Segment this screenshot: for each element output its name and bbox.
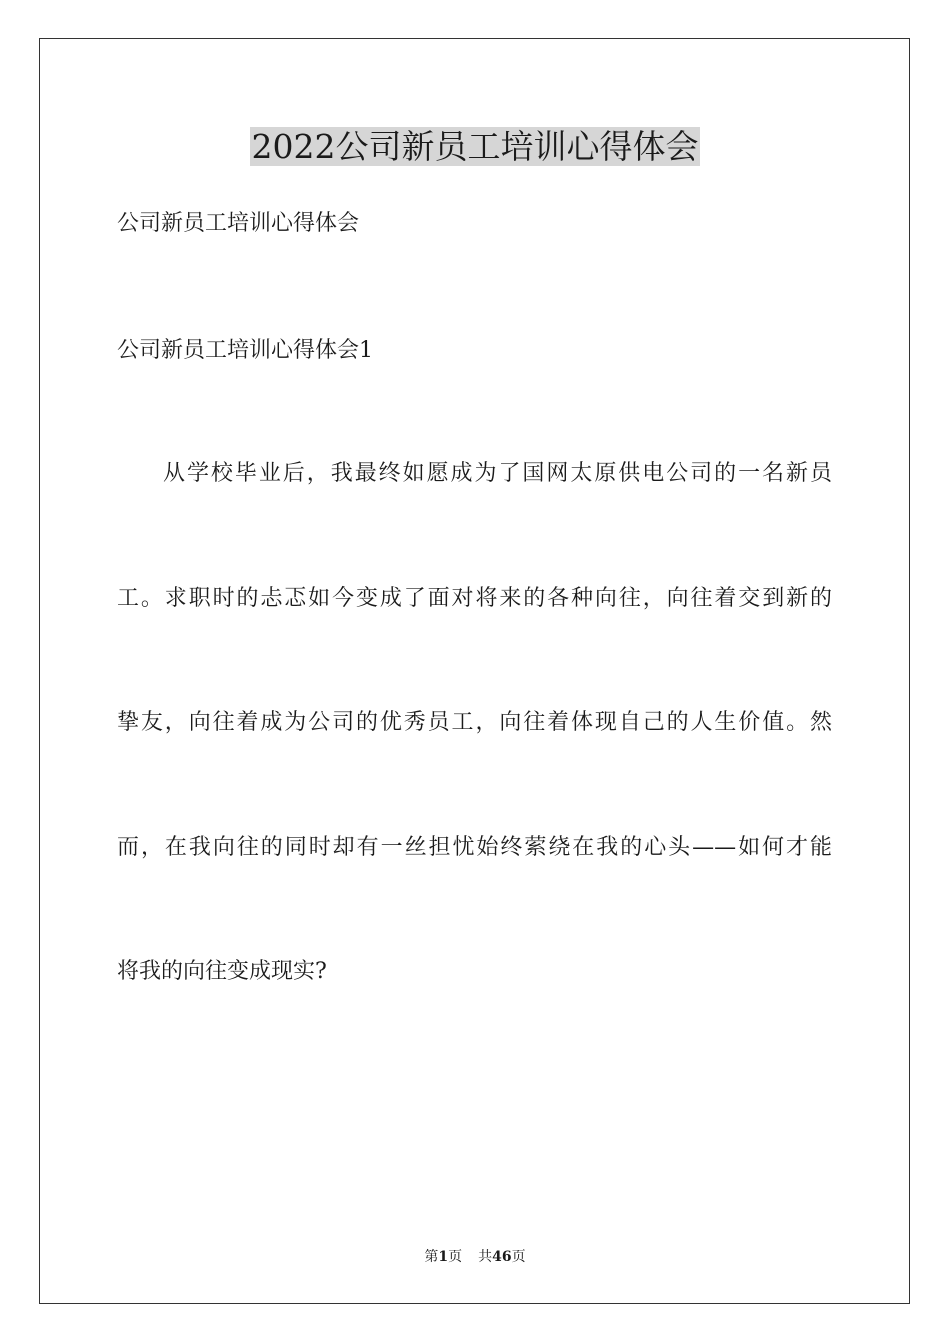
body-line-1: 从学校毕业后，我最终如愿成为了国网太原供电公司的一名新员 [163,461,832,486]
document-subtitle: 公司新员工培训心得体会 [117,211,360,236]
section-heading: 公司新员工培训心得体会1 [117,338,373,363]
footer-total-prefix: 共 [478,1249,493,1265]
footer-page-suffix: 页 [448,1249,463,1265]
footer-page-prefix: 第 [424,1249,439,1265]
footer-page-number: 1 [438,1249,449,1265]
document-title-text: 2022公司新员工培训心得体会 [251,127,699,166]
body-line-3: 挚友，向往着成为公司的优秀员工，向往着体现自己的人生价值。然 [117,710,832,735]
body-line-2: 工。求职时的忐忑如今变成了面对将来的各种向往，向往着交到新的 [117,586,832,611]
body-line-4: 而，在我向往的同时却有一丝担忧始终萦绕在我的心头——如何才能 [117,835,832,860]
document-title [0,125,950,169]
page-footer [0,1248,950,1266]
footer-total-pages: 46 [492,1249,512,1265]
footer-total-suffix: 页 [511,1249,526,1265]
body-line-5: 将我的向往变成现实? [117,959,327,984]
